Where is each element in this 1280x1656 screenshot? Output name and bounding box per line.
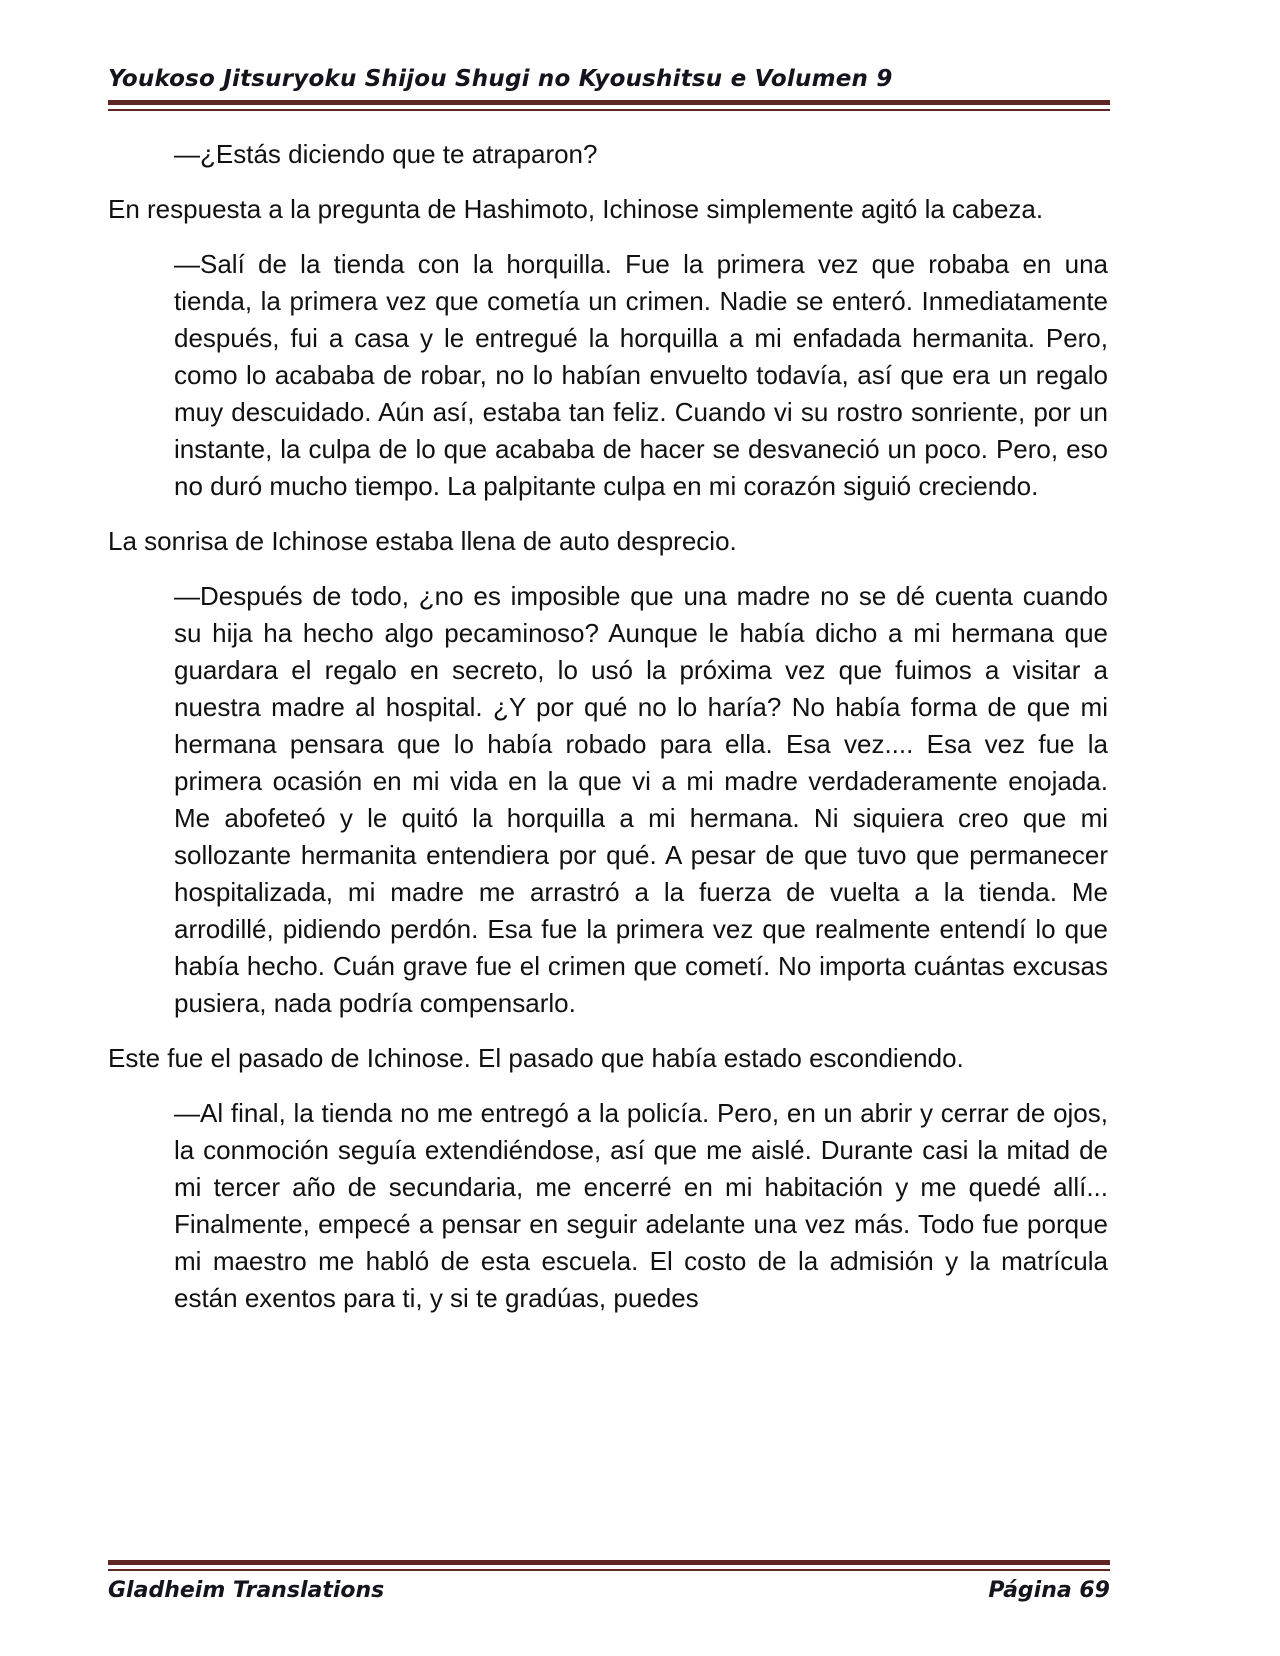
footer-page-number: Página 69 [988, 1578, 1110, 1603]
page-footer [108, 1560, 1110, 1603]
header-rule [108, 100, 1110, 111]
header-title: Youkoso Jitsuryoku Shijou Shugi no Kyoushitsu e Volumen 9 [108, 66, 893, 92]
paragraph: —Después de todo, ¿no es imposible que una madre no se dé cuenta cuando su hija ha hecho algo pecaminoso? Aunque le había dicho a mi hermana que guardara el regalo en secreto, lo usó la próxima vez que fuimos a visitar a nuestra madre al hospital. ¿Y por qué no lo haría? No había forma de que mi hermana pensara que lo había robado para ella. Esa vez.... Esa vez fue la primera ocasión en mi vida en la que vi a mi madre verdaderamente enojada. Me abofeteó y le quitó la horquilla a mi hermana. Ni siquiera creo que mi sollozante hermanita entendiera por qué. A pesar de que tuvo que permanecer hospitalizada, mi madre me arrastró a la fuerza de vuelta a la tienda. Me arrodillé, pidiendo perdón. Esa fue la primera vez que realmente entendí lo que había hecho. Cuán grave fue el crimen que cometí. No importa cuántas excusas pusiera, nada podría compensarlo. [174, 581, 1108, 1018]
paragraph: —¿Estás diciendo que te atraparon? [174, 139, 598, 169]
paragraph: Este fue el pasado de Ichinose. El pasado que había estado escondiendo. [108, 1043, 964, 1073]
paragraph: —Al final, la tienda no me entregó a la policía. Pero, en un abrir y cerrar de ojos, la conmoción seguía extendiéndose, así que me aislé. Durante casi la mitad de mi tercer año de secundaria, me encerré en mi habitación y me quedé allí... Finalmente, empecé a pensar en seguir adelante una vez más. Todo fue porque mi maestro me habló de esta escuela. El costo de la admisión y la matrícula están exentos para ti, y si te gradúas, puedes [174, 1098, 1108, 1313]
paragraph: En respuesta a la pregunta de Hashimoto, Ichinose simplemente agitó la cabeza. [108, 194, 1044, 224]
page-header [108, 66, 1110, 111]
footer-rule [108, 1560, 1110, 1571]
paragraph: —Salí de la tienda con la horquilla. Fue la primera vez que robaba en una tienda, la primera vez que cometía un crimen. Nadie se enteró. Inmediatamente después, fui a casa y le entregué la horquilla a mi enfadada hermanita. Pero, como lo acababa de robar, no lo habían envuelto todavía, así que era un regalo muy descuidado. Aún así, estaba tan feliz. Cuando vi su rostro sonriente, por un instante, la culpa de lo que acababa de hacer se desvaneció un poco. Pero, eso no duró mucho tiempo. La palpitante culpa en mi corazón siguió creciendo. [174, 249, 1108, 501]
footer-left-text: Gladheim Translations [108, 1578, 385, 1603]
paragraph: La sonrisa de Ichinose estaba llena de auto desprecio. [108, 526, 737, 556]
body-text [108, 136, 1108, 1335]
